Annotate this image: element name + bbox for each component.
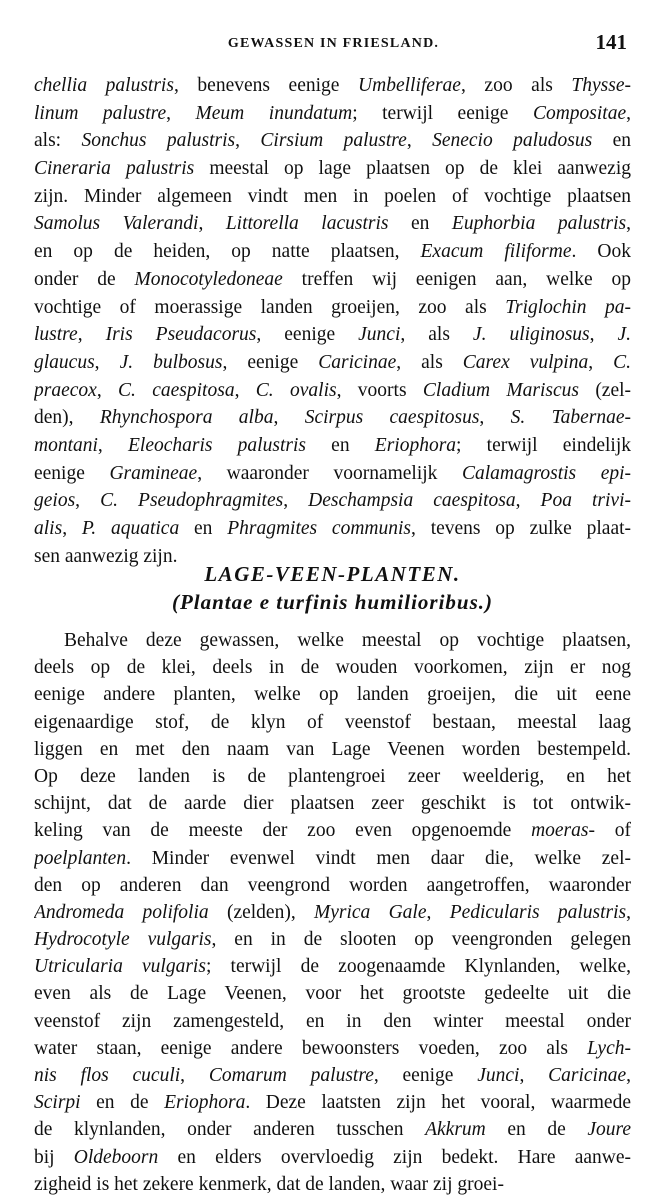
italic-text: Littorella lacustris (225, 213, 389, 235)
text-run: keling van de meeste der zoo even opgenoemde (34, 820, 532, 842)
text-line (34, 654, 631, 681)
text-line (34, 1035, 631, 1062)
italic-text: Calamagrostis epi- (462, 462, 631, 484)
text-run: , (589, 324, 618, 346)
text-line (34, 899, 631, 926)
text-line (34, 404, 631, 432)
text-run: schijnt, dat de aarde dier plaatsen zeer geschikt is tot ontwik- (34, 793, 631, 815)
text-run: , (626, 901, 631, 923)
text-run: , waaronder voornamelijk (197, 462, 462, 484)
italic-text: Eriophora (374, 434, 457, 456)
italic-text: Senecio paludosus (432, 130, 593, 152)
italic-text: Poa trivi- (540, 490, 631, 512)
section-subtitle: (Plantae e turfinis humilioribus.) (171, 590, 494, 614)
text-line (34, 1008, 631, 1035)
text-run: , (166, 102, 196, 124)
text-run: . Deze laatsten zijn het vooral, waarmede (245, 1092, 631, 1114)
text-run: , (515, 490, 541, 512)
italic-text: P. aquatica (81, 518, 180, 539)
text-run: (zelden), (208, 901, 314, 923)
text-run: onder de (34, 268, 135, 290)
text-line (34, 709, 631, 736)
italic-text: Euphorbia palustris (451, 213, 627, 235)
italic-text: Umbelliferae (358, 75, 461, 96)
text-run: eigenaardige stof, de klyn of veenstof bestaan, meestal laag (34, 711, 631, 733)
italic-text: Cineraria palustris (34, 158, 195, 180)
italic-text: Samolus Valerandi (34, 213, 199, 235)
text-line (34, 460, 631, 488)
text-line (34, 980, 631, 1007)
italic-text: montani (34, 434, 98, 456)
text-run: ; terwijl de zoogenaamde Klynlanden, welke, (205, 956, 631, 978)
text-run: , (479, 407, 511, 429)
text-run: , en in de slooten op veengronden gelegen (211, 929, 631, 951)
italic-text: chellia palustris (34, 75, 174, 96)
text-run: , (273, 407, 305, 429)
italic-text: Meum inundatum (195, 102, 353, 124)
text-run: ; terwijl eenige (352, 102, 533, 124)
text-run: , als (400, 324, 473, 346)
text-line (34, 321, 631, 349)
italic-text: linum palustre (34, 102, 167, 124)
text-run: en elders overvloedig zijn bedekt. Hare aanwe- (158, 1146, 631, 1168)
text-run: , (234, 379, 256, 401)
text-run: Op deze landen is de plantengroei zeer weelderig, en het (34, 765, 631, 787)
italic-text: Oldeboorn (73, 1146, 159, 1168)
text-run: ; terwijl eindelijk (456, 434, 631, 456)
paragraph-low-peat-plants (34, 627, 631, 1198)
italic-text: C. Pseudophragmites (100, 490, 284, 512)
text-run: deels op de klei, deels in de wouden voorkomen, zijn er nog (34, 657, 631, 679)
italic-text: Monocotyledoneae (134, 268, 283, 290)
italic-text: lustre (34, 324, 78, 346)
text-line (34, 1171, 631, 1198)
italic-text: Thysse- (571, 75, 631, 96)
italic-text: Caricinae (548, 1065, 627, 1086)
italic-text: J. bulbosus (119, 351, 223, 373)
text-line (34, 953, 631, 980)
italic-text: Hydrocotyle vulgaris (34, 929, 212, 951)
text-run: , (97, 434, 128, 456)
italic-text: C. ovalis (255, 379, 337, 401)
text-run: treffen wij eenigen aan, welke op (282, 268, 631, 290)
text-line (34, 926, 631, 953)
text-run: , (426, 901, 450, 923)
text-run: sen aanwezig zijn. (34, 545, 178, 567)
text-run: zigheid is het zekere kenmerk, dat de landen, waar zij groei- (34, 1173, 504, 1195)
italic-text: Lych- (587, 1037, 631, 1059)
italic-text: Pedicularis palustris (449, 901, 627, 923)
text-line (34, 1062, 631, 1089)
text-line (34, 377, 631, 405)
text-run: of (594, 820, 631, 842)
italic-text: Caricinae (318, 351, 397, 373)
text-run: , zoo als (460, 75, 572, 96)
text-line (34, 432, 631, 460)
text-run: , (75, 490, 101, 512)
text-run: den op anderen dan veengrond worden aangetroffen, waaronder (34, 874, 631, 896)
text-run: , (180, 1065, 209, 1086)
text-run: , (588, 351, 614, 373)
italic-text: Utricularia vulgaris (34, 956, 206, 978)
text-run: , (626, 1065, 631, 1086)
text-run: , eenige (373, 1065, 478, 1086)
italic-text: moeras- (531, 820, 595, 842)
text-line (34, 72, 631, 100)
italic-text: Deschampsia caespitosa (308, 490, 516, 512)
italic-text: Joure (587, 1119, 631, 1141)
text-run: en op de heiden, op natte plaatsen, (34, 241, 421, 263)
text-line (34, 349, 631, 377)
italic-text: nis flos cuculi (34, 1065, 181, 1086)
text-run: als: (34, 130, 82, 152)
text-run: (zel- (578, 379, 631, 401)
italic-text: Triglochin pa- (505, 296, 631, 318)
italic-text: J. uliginosus (472, 324, 590, 346)
text-line (34, 266, 631, 294)
text-line (34, 736, 631, 763)
italic-text: Gramineae (109, 462, 198, 484)
italic-text: Andromeda polifolia (34, 901, 209, 923)
italic-text: praecox (34, 379, 97, 401)
text-line (34, 872, 631, 899)
text-line (34, 1089, 631, 1116)
italic-text: Rhynchospora alba (99, 407, 274, 429)
text-line (34, 183, 631, 211)
italic-text: C. (613, 351, 631, 373)
italic-text: glaucus (34, 351, 95, 373)
text-line (34, 627, 631, 654)
text-run: en (179, 518, 228, 539)
italic-text: Carex vulpina (462, 351, 589, 373)
text-run: , (77, 324, 106, 346)
text-line (34, 845, 631, 872)
text-run: vochtige of moerassige landen groeijen, zoo als (34, 296, 506, 318)
text-run: . Ook (571, 241, 631, 263)
page-number: 141 (595, 30, 627, 54)
text-run: en de (485, 1119, 588, 1141)
text-line (34, 1116, 631, 1143)
text-line (34, 127, 631, 155)
text-run: meestal op lage plaatsen op de klei aanwezig (194, 158, 631, 180)
text-run: Behalve deze gewassen, welke meestal op vochtige plaatsen, (64, 630, 631, 651)
text-run: , (626, 213, 631, 235)
italic-text: Junci (477, 1065, 520, 1086)
text-run: . Minder evenwel vindt men daar die, welke zel- (126, 847, 631, 869)
text-run: eenige (34, 462, 110, 484)
text-run: eenige andere planten, welke op landen groeijen, die uit eene (34, 684, 631, 706)
text-run: , (62, 518, 82, 539)
text-run: liggen en met den naam van Lage Veenen worden bestempeld. (34, 738, 631, 760)
text-line (34, 681, 631, 708)
running-title: GEWASSEN IN FRIESLAND. (227, 36, 440, 51)
text-run: , (96, 379, 119, 401)
text-run: en (388, 213, 452, 235)
text-line (34, 1144, 631, 1171)
italic-text: Akkrum (425, 1119, 486, 1141)
italic-text: Iris Pseudacorus (105, 324, 257, 346)
italic-text: Scirpi (34, 1092, 81, 1114)
italic-text: Scirpus caespitosus (304, 407, 480, 429)
text-line (34, 790, 631, 817)
text-run: , (235, 130, 261, 152)
italic-text: C. caespitosa (118, 379, 235, 401)
italic-text: Junci (358, 324, 401, 346)
text-line (34, 210, 631, 238)
text-run: en (592, 130, 631, 152)
paragraph-wet-places (34, 72, 631, 570)
italic-text: Eleocharis palustris (128, 434, 306, 456)
italic-text: Cladium Mariscus (422, 379, 579, 401)
text-run: , tevens op zulke plaat- (411, 518, 631, 539)
text-run: , (626, 102, 631, 124)
italic-text: J. (617, 324, 631, 346)
italic-text: S. Tabernae- (510, 407, 631, 429)
text-run: , (519, 1065, 549, 1086)
text-run: , (198, 213, 226, 235)
italic-text: Phragmites communis (227, 518, 412, 539)
italic-text: Compositae (532, 102, 627, 124)
text-run: veenstof zijn zamengesteld, en in den winter meestal onder (34, 1010, 631, 1032)
text-run: de klynlanden, onder anderen tusschen (34, 1119, 426, 1141)
italic-text: Myrica Gale (314, 901, 427, 923)
text-line (34, 817, 631, 844)
text-line (34, 238, 631, 266)
italic-text: alis (34, 518, 63, 539)
italic-text: Exacum filiforme (420, 241, 572, 263)
italic-text: Sonchus palustris (81, 130, 236, 152)
text-run: , als (396, 351, 463, 373)
text-run: , voorts (336, 379, 423, 401)
text-run: en (305, 434, 375, 456)
text-run: den), (34, 407, 100, 429)
italic-text: Eriophora (164, 1092, 246, 1114)
text-line (34, 763, 631, 790)
italic-text: geios (34, 490, 76, 512)
text-run: , eenige (256, 324, 359, 346)
text-run: , (283, 490, 309, 512)
text-run: , (94, 351, 120, 373)
text-line (34, 515, 631, 543)
italic-text: poelplanten (34, 847, 127, 869)
section-title: LAGE-VEEN-PLANTEN. (204, 562, 461, 586)
text-run: , (406, 130, 433, 152)
text-line (34, 487, 631, 515)
italic-text: Comarum palustre (208, 1065, 374, 1086)
italic-text: Cirsium palustre (260, 130, 407, 152)
text-run: water staan, eenige andere bewoonsters voeden, zoo als (34, 1037, 588, 1059)
text-line (34, 100, 631, 128)
text-run: zijn. Minder algemeen vindt men in poelen of vochtige plaatsen (34, 185, 631, 207)
text-run: , benevens eenige (173, 75, 359, 96)
text-run: en de (80, 1092, 165, 1114)
text-run: bij (34, 1146, 74, 1168)
text-line (34, 294, 631, 322)
text-line (34, 155, 631, 183)
page-header (32, 28, 635, 58)
text-run: even als de Lage Veenen, voor het grootste gedeelte uit die (34, 983, 631, 1005)
text-run: , eenige (222, 351, 319, 373)
